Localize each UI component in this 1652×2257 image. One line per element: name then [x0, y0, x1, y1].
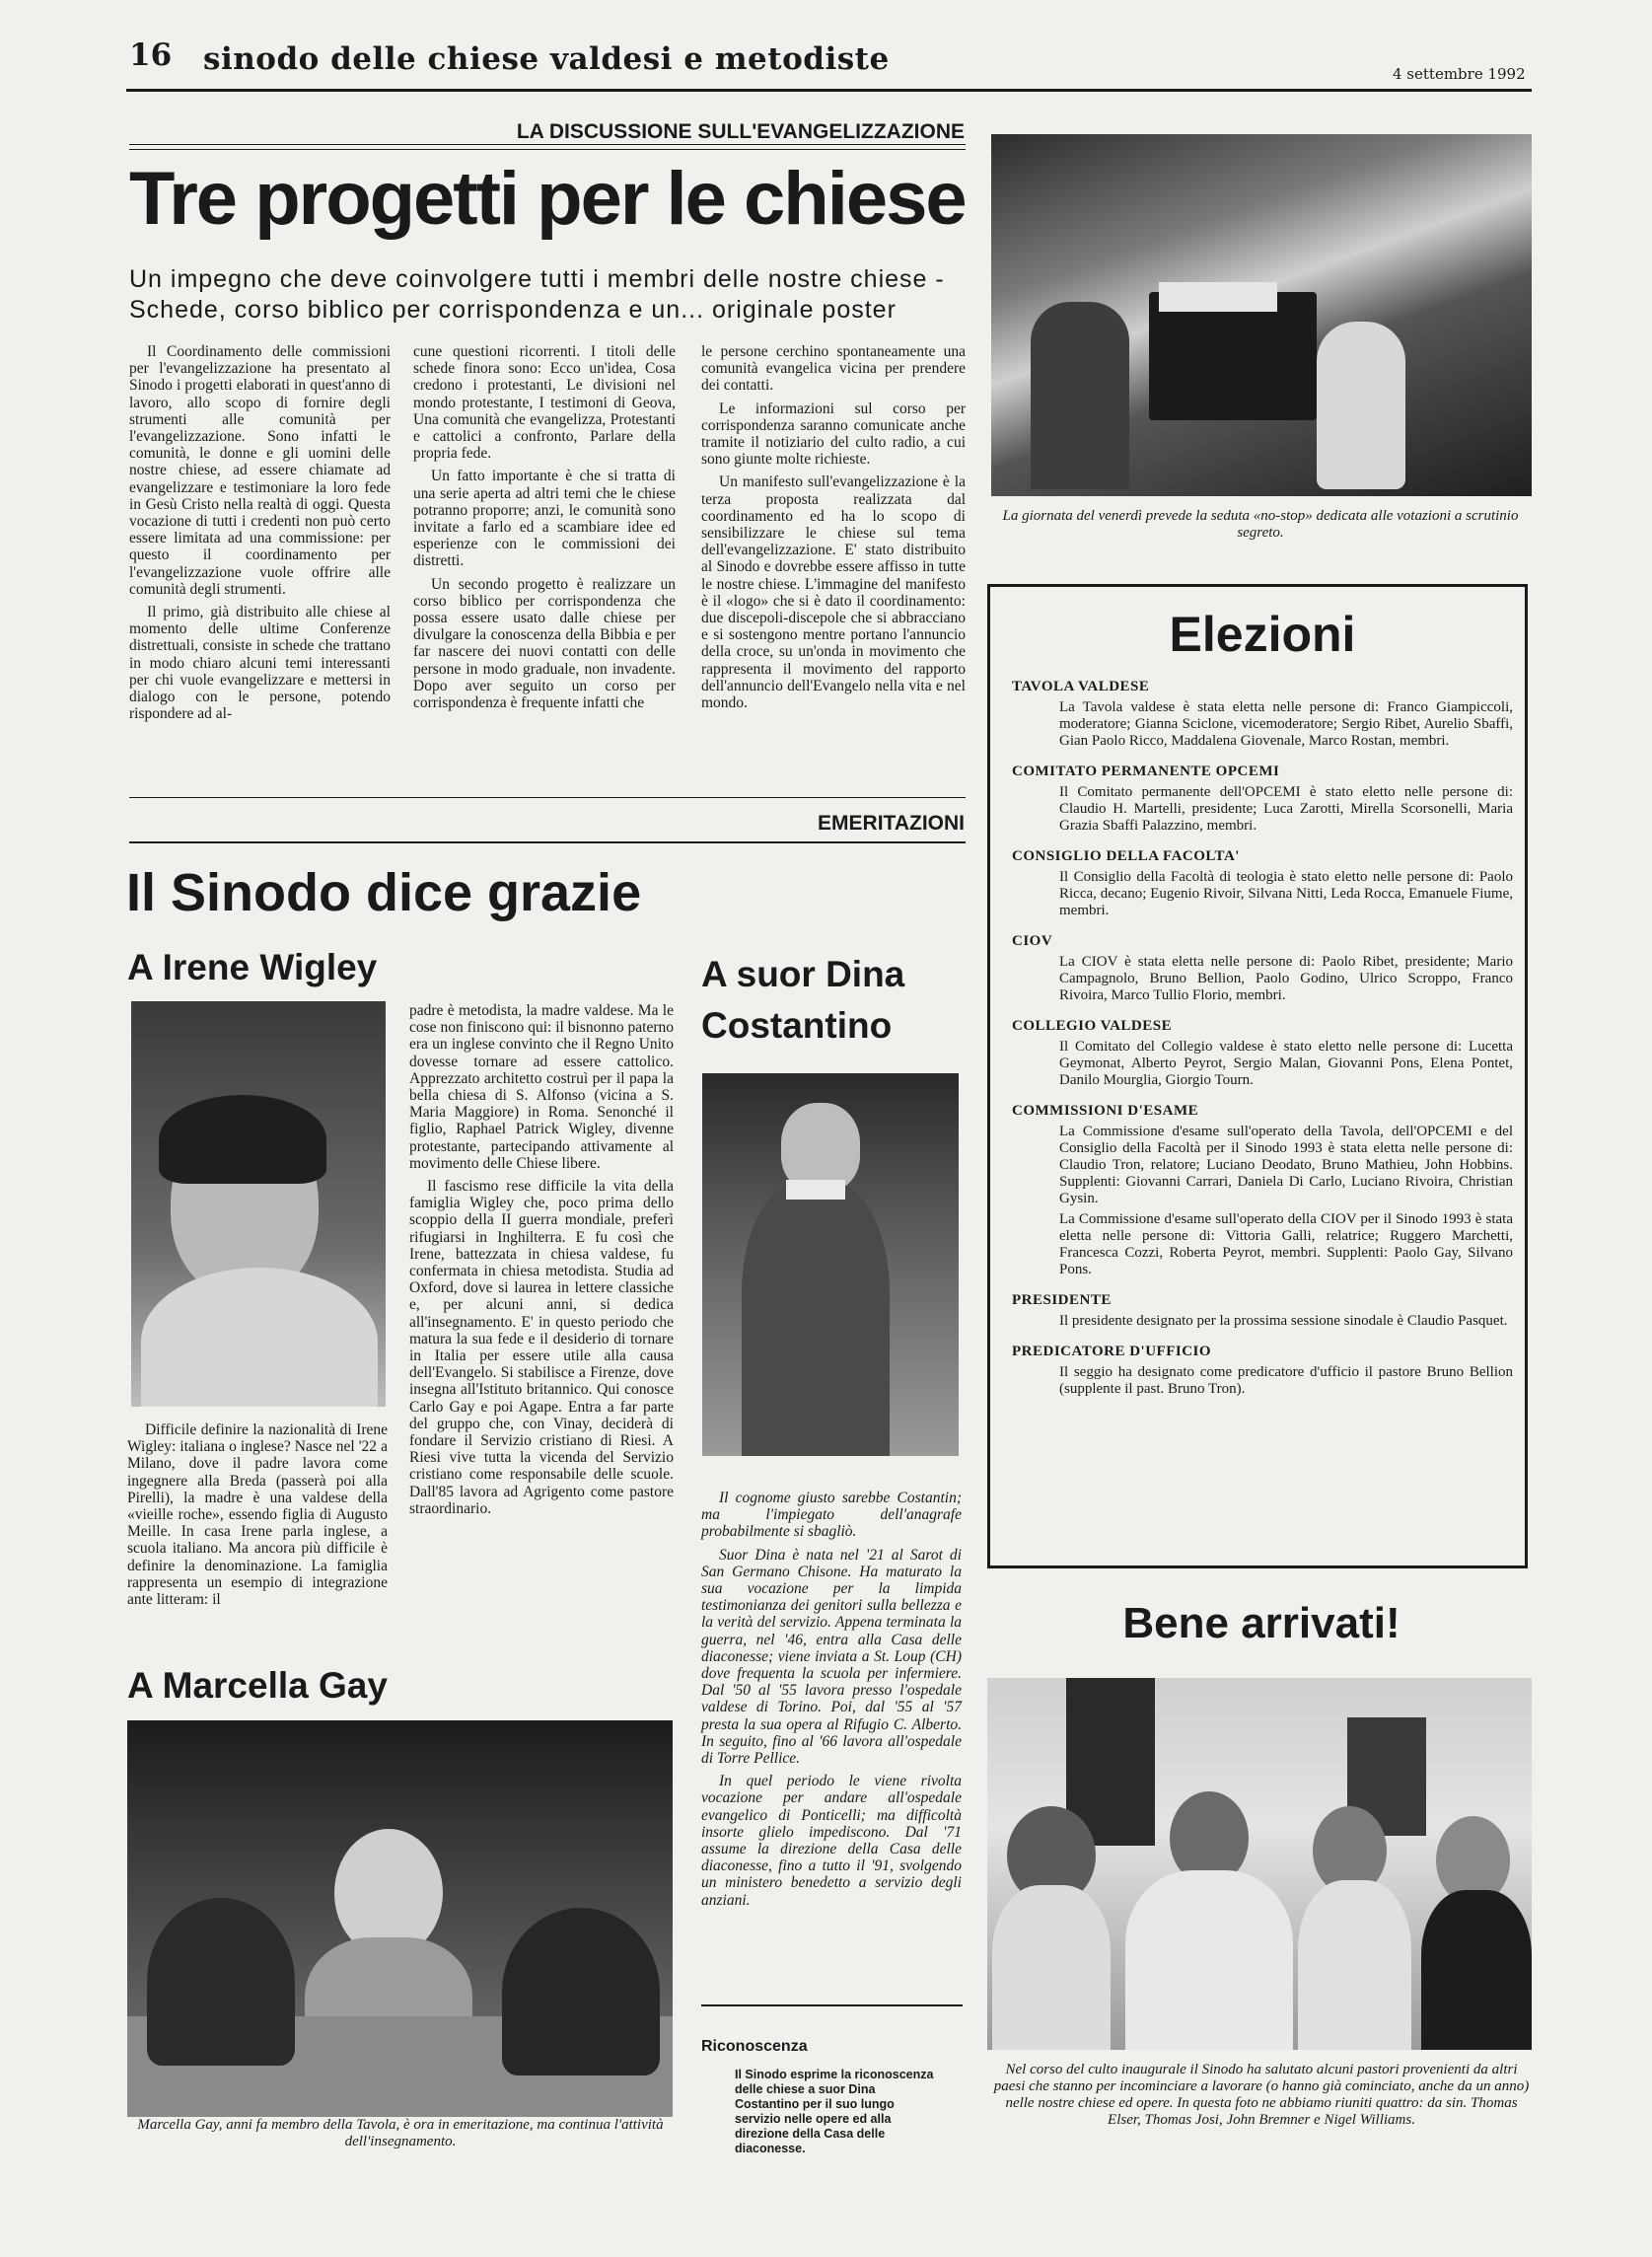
emeritazioni-headline: Il Sinodo dice grazie — [126, 863, 642, 922]
elezioni-head-predicatore: PREDICATORE D'UFFICIO — [1012, 1344, 1212, 1359]
elezioni-head-collegio: COLLEGIO VALDESE — [1012, 1018, 1173, 1034]
dina-costantino-photo — [702, 1073, 959, 1456]
elezioni-title: Elezioni — [1169, 607, 1356, 662]
pastors-photo-caption: Nel corso del culto inaugurale il Sinodo ha salutato alcuni pastori provenienti da altri paesi che stanno per incominciare a lavorare (o hanno già cominciato, anche da un anno) nelle nostre chiese ed opere. In questa foto ne abbiamo riuniti quattro: da sin. Thomas Elser, Thomas Josi, John Bremner e Nigel Williams. — [993, 2062, 1530, 2128]
emeritazioni-kicker: EMERITAZIONI — [818, 812, 965, 835]
paragraph: Il cognome giusto sarebbe Costantin; ma l'impiegato dell'anagrafe probabilmente si sbagliò. — [701, 1490, 962, 1541]
elezioni-text-collegio: Il Comitato del Collegio valdese è stato eletto nelle persone di: Lucetta Geymonat, Alberto Peyrot, Sergio Malan, Giovanni Pons, Elena Pontet, Danilo Mourglia, Giorgio Tourn. — [1059, 1039, 1513, 1088]
emeritazioni-rule-bottom — [129, 841, 966, 843]
elezioni-head-commissioni: COMMISSIONI D'ESAME — [1012, 1103, 1199, 1119]
paragraph: Il primo, già distribuito alle chiese al momento delle ultime Conferenze distrettuali, consiste in schede che trattano in modo chiaro alcuni temi interessanti per chi vuole evangelizzare e mettersi in dialogo con le persone, potendo rispondere ad al- — [129, 604, 391, 723]
paragraph: In quel periodo le viene rivolta vocazione per andare all'ospedale evangelico di Ponticelli; ma difficoltà insorte glielo impediscono. Dal '71 assume la direzione della Casa delle diaconesse, fino a tutto il '91, svolgendo un ministero benedetto a servizio degli anziani. — [701, 1773, 962, 1909]
marcella-gay-photo — [127, 1720, 673, 2117]
elezioni-head-presidente: PRESIDENTE — [1012, 1292, 1112, 1308]
paragraph: cune questioni ricorrenti. I titoli delle schede finora sono: Ecco un'idea, Cosa credono i protestanti, Le divisioni nel mondo protestante, I testimoni di Geova, Una comunità che evangelizza, Protestanti e cattolici a confronto, Parlare della propria fede. — [413, 343, 676, 463]
marcella-gay-heading: A Marcella Gay — [127, 1665, 388, 1706]
article-column-2 — [413, 343, 676, 717]
pastors-photo — [987, 1678, 1532, 2050]
riconoscenza-text: Il Sinodo esprime la riconoscenza delle chiese a suor Dina Costantino per il suo lungo servizio nelle opere ed alla direzione della Casa delle diaconesse. — [735, 2068, 934, 2155]
marcella-gay-caption: Marcella Gay, anni fa membro della Tavola, è ora in emeritazione, ma continua l'attività dell'insegnamento. — [137, 2117, 664, 2149]
paragraph: padre è metodista, la madre valdese. Ma le cose non finiscono qui: il bisnonno paterno era un inglese convinto che il Regno Unito dovesse tornare ad essere cattolico. Apprezzato architetto costruì per il papa la bella chiesa di S. Alfonso (vicina a S. Maria Maggiore) in Roma. Senonché il figlio, Raphael Patrick Wigley, divenne protestante, partecipando attivamente al movimento delle Chiese libere. — [409, 1002, 674, 1172]
paragraph: Un fatto importante è che si tratta di una serie aperta ad altri temi che le chiese potranno proporre; anzi, le comunità sono invitate a farlo ed a scambiare idee ed esperienze con le commissioni dei distretti. — [413, 468, 676, 570]
elezioni-head-facolta: CONSIGLIO DELLA FACOLTA' — [1012, 848, 1240, 864]
page-number: 16 — [129, 37, 173, 73]
riconoscenza-rule — [701, 2004, 963, 2006]
kicker-rule-top — [129, 144, 966, 145]
masthead: sinodo delle chiese valdesi e metodiste — [203, 41, 890, 77]
elezioni-text-predicatore: Il seggio ha designato come predicatore d'ufficio il pastore Bruno Bellion (supplente il past. Bruno Tron). — [1059, 1364, 1513, 1397]
elezioni-head-tavola: TAVOLA VALDESE — [1012, 679, 1150, 694]
paragraph: Suor Dina è nata nel '21 al Sarot di San Germano Chisone. Ha maturato la sua vocazione per la limpida testimonianza dei genitori sulla bellezza e la verità del servizio. Appena terminata la guerra, nel '46, entra alla Casa delle diaconesse; viene inviata a St. Loup (CH) dove frequenta la scuola per infermiere. Dal '50 al '55 lavora presso l'ospedale valdese di Torino. Poi, dal '55 al '57 presta la sua opera al Rifugio C. Alberto. In seguito, fino al '66 lavora all'ospedale di Torre Pellice. — [701, 1546, 962, 1768]
dina-costantino-heading: A suor Dina Costantino — [701, 954, 905, 1046]
wigley-heading: A Irene Wigley — [127, 947, 378, 987]
section-kicker: LA DISCUSSIONE SULL'EVANGELIZZAZIONE — [516, 120, 965, 143]
elezioni-text-commissioni: La Commissione d'esame sull'operato della Tavola, dell'OPCEMI e del Consiglio della Facoltà per il Sinodo 1993 è stata eletta nelle persone di: Claudio Tron, relatore; Luciano Deodato, Bruno Mathieu, John Hobbins. Supplenti: Giovanni Carrari, Daniela Di Carlo, Luciano Rivoira, Christian Gysin. — [1059, 1124, 1513, 1206]
paragraph: Il fascismo rese difficile la vita della famiglia Wigley che, poco prima dello scoppio della II guerra mondiale, preferì rifugiarsi in Inghilterra. E fu così che Irene, battezzata in chiesa valdese, fu confermata in chiesa metodista. Studia ad Oxford, dove si laurea in lettere classiche e, per alcuni anni, si dedica all'insegnamento. E' in questo periodo che matura la sua fede e il desiderio di tornare in Italia per essere utile alla causa dell'Evangelo. Si stabilisce a Firenze, dove insegna all'Istituto britannico. Qui conosce Carlo Gay e poi Agape. Entra a far parte del gruppo che, con Vinay, deciderà di fondare il Servizio cristiano di Riesi. A Riesi vive tutta la vicenda del Servizio cristiano come responsabile delle scuole. Dall'85 lavora ad Agrigento come pastore straordinario. — [409, 1178, 674, 1517]
emeritazioni-rule-top — [129, 797, 966, 798]
elezioni-text-tavola: La Tavola valdese è stata eletta nelle persone di: Franco Giampiccoli, moderatore; Gianna Sciclone, vicemoderatore; Sergio Ribet, Aurelio Sbaffi, Gian Paolo Ricco, Maddalena Giovenale, Marco Rostan, membri. — [1059, 699, 1513, 749]
elezioni-text-presidente: Il presidente designato per la prossima sessione sinodale è Claudio Pasquet. — [1059, 1313, 1508, 1329]
elezioni-head-opcemi: COMITATO PERMANENTE OPCEMI — [1012, 764, 1280, 779]
bene-arrivati-headline: Bene arrivati! — [1122, 1599, 1401, 1647]
paragraph: le persone cerchino spontaneamente una comunità evangelica vicina per prendere dei contatti. — [701, 343, 966, 395]
article-column-3 — [701, 343, 966, 717]
issue-date: 4 settembre 1992 — [1393, 65, 1526, 83]
elezioni-head-ciov: CIOV — [1012, 933, 1053, 949]
elezioni-text-facolta: Il Consiglio della Facoltà di teologia è stato eletto nelle persone di: Paolo Ricca, decano; Eugenio Rivoir, Silvana Nitti, Leda Rocca, Emanuele Fiume, membri. — [1059, 869, 1513, 918]
voting-photo-caption: La giornata del venerdì prevede la seduta «no-stop» dedicata alle votazioni a scrutinio segreto. — [1002, 508, 1519, 541]
elezioni-content — [1012, 592, 1513, 1398]
paragraph: Un manifesto sull'evangelizzazione è la terza proposta realizzata dal coordinamento ed ha lo scopo di sensibilizzare le chiese sul tema dell'evangelizzazione. E' stato distribuito al Sinodo e dovrebbe essere affisso in tutte le nostre chiese. L'immagine del manifesto è il «logo» che si è dato il coordinamento: due discepoli-discepole che si abbracciano e si sostengono mentre portano l'annuncio della croce, su un'onda in movimento che rappresenta il movimento del rapporto dell'annuncio dell'Evangelo nella vita e nel mondo. — [701, 473, 966, 712]
elezioni-text-commissioni-ciov: La Commissione d'esame sull'operato della CIOV per il Sinodo 1993 è stata eletta nelle persone di: Vittoria Galli, relatrice; Ruggero Marchetti, Francesca Cozzi, Roberta Peyrot, membri. Supplenti: Paolo Gay, Silvano Pons. — [1059, 1211, 1513, 1277]
article-column-1 — [129, 343, 391, 728]
elezioni-text-opcemi: Il Comitato permanente dell'OPCEMI è stato eletto nelle persone di: Claudio H. Martelli, presidente; Luca Zarotti, Mirella Scorsonelli, Maria Grazia Sbaffi Palazzino, membri. — [1059, 784, 1513, 834]
article-deck: Un impegno che deve coinvolgere tutti i membri delle nostre chiese - Schede, corso biblico per corrispondenza e un... originale poster — [129, 265, 945, 324]
irene-wigley-photo — [131, 1001, 386, 1407]
voting-photo — [991, 134, 1532, 496]
riconoscenza-heading: Riconoscenza — [701, 2038, 808, 2055]
paragraph: Le informazioni sul corso per corrispondenza saranno comunicate anche tramite il notiziario del culto radio, a cui sono giunte molte richieste. — [701, 400, 966, 469]
header-rule — [126, 89, 1532, 92]
article-headline: Tre progetti per le chiese — [129, 157, 966, 241]
paragraph: Un secondo progetto è realizzare un corso biblico per corrispondenza che possa essere usato dalle chiese per divulgare la conoscenza della Bibbia e per far nascere dei nuovi contatti con delle persone in modo graduale, non invadente. Dopo aver seguito un corso per corrispondenza è frequente infatti che — [413, 575, 676, 712]
elezioni-text-ciov: La CIOV è stata eletta nelle persone di: Paolo Ribet, presidente; Mario Campagnolo, Bruno Bellion, Paolo Godino, Ulrico Scroppo, Franco Rivoira, Marco Tullio Florio, membri. — [1059, 954, 1513, 1003]
paragraph: Il Coordinamento delle commissioni per l'evangelizzazione ha presentato al Sinodo i progetti elaborati in quest'anno di lavoro, allo scopo di fornire degli strumenti alle comunità per l'evangelizzazione. Sono infatti le comunità, le donne e gli uomini delle nostre chiese, ad essere chiamate ad evangelizzare e testimoniare la loro fede in Gesù Cristo nella realtà di oggi. Questa vocazione di tutti i credenti non può certo essere limitata ad una commissione: per questo il coordinamento per l'evangelizzazione vuole offrire alle comunità degli strumenti. — [129, 343, 391, 598]
wigley-column-1: Difficile definire la nazionalità di Irene Wigley: italiana o inglese? Nasce nel '22 a Milano, dove il padre lavora come ingegnere alla Breda (passerà poi alla Pirelli), la madre è una valdese della «vieille roche», essendo figlia di Augusto Meille. In casa Irene parla inglese, a scuola italiano. Ma ancora più difficile è definire la denominazione. La famiglia rappresenta un esempio di integrazione ante litteram: il — [127, 1421, 388, 1609]
dina-costantino-text — [701, 1490, 962, 1915]
wigley-column-2 — [409, 1002, 674, 1523]
